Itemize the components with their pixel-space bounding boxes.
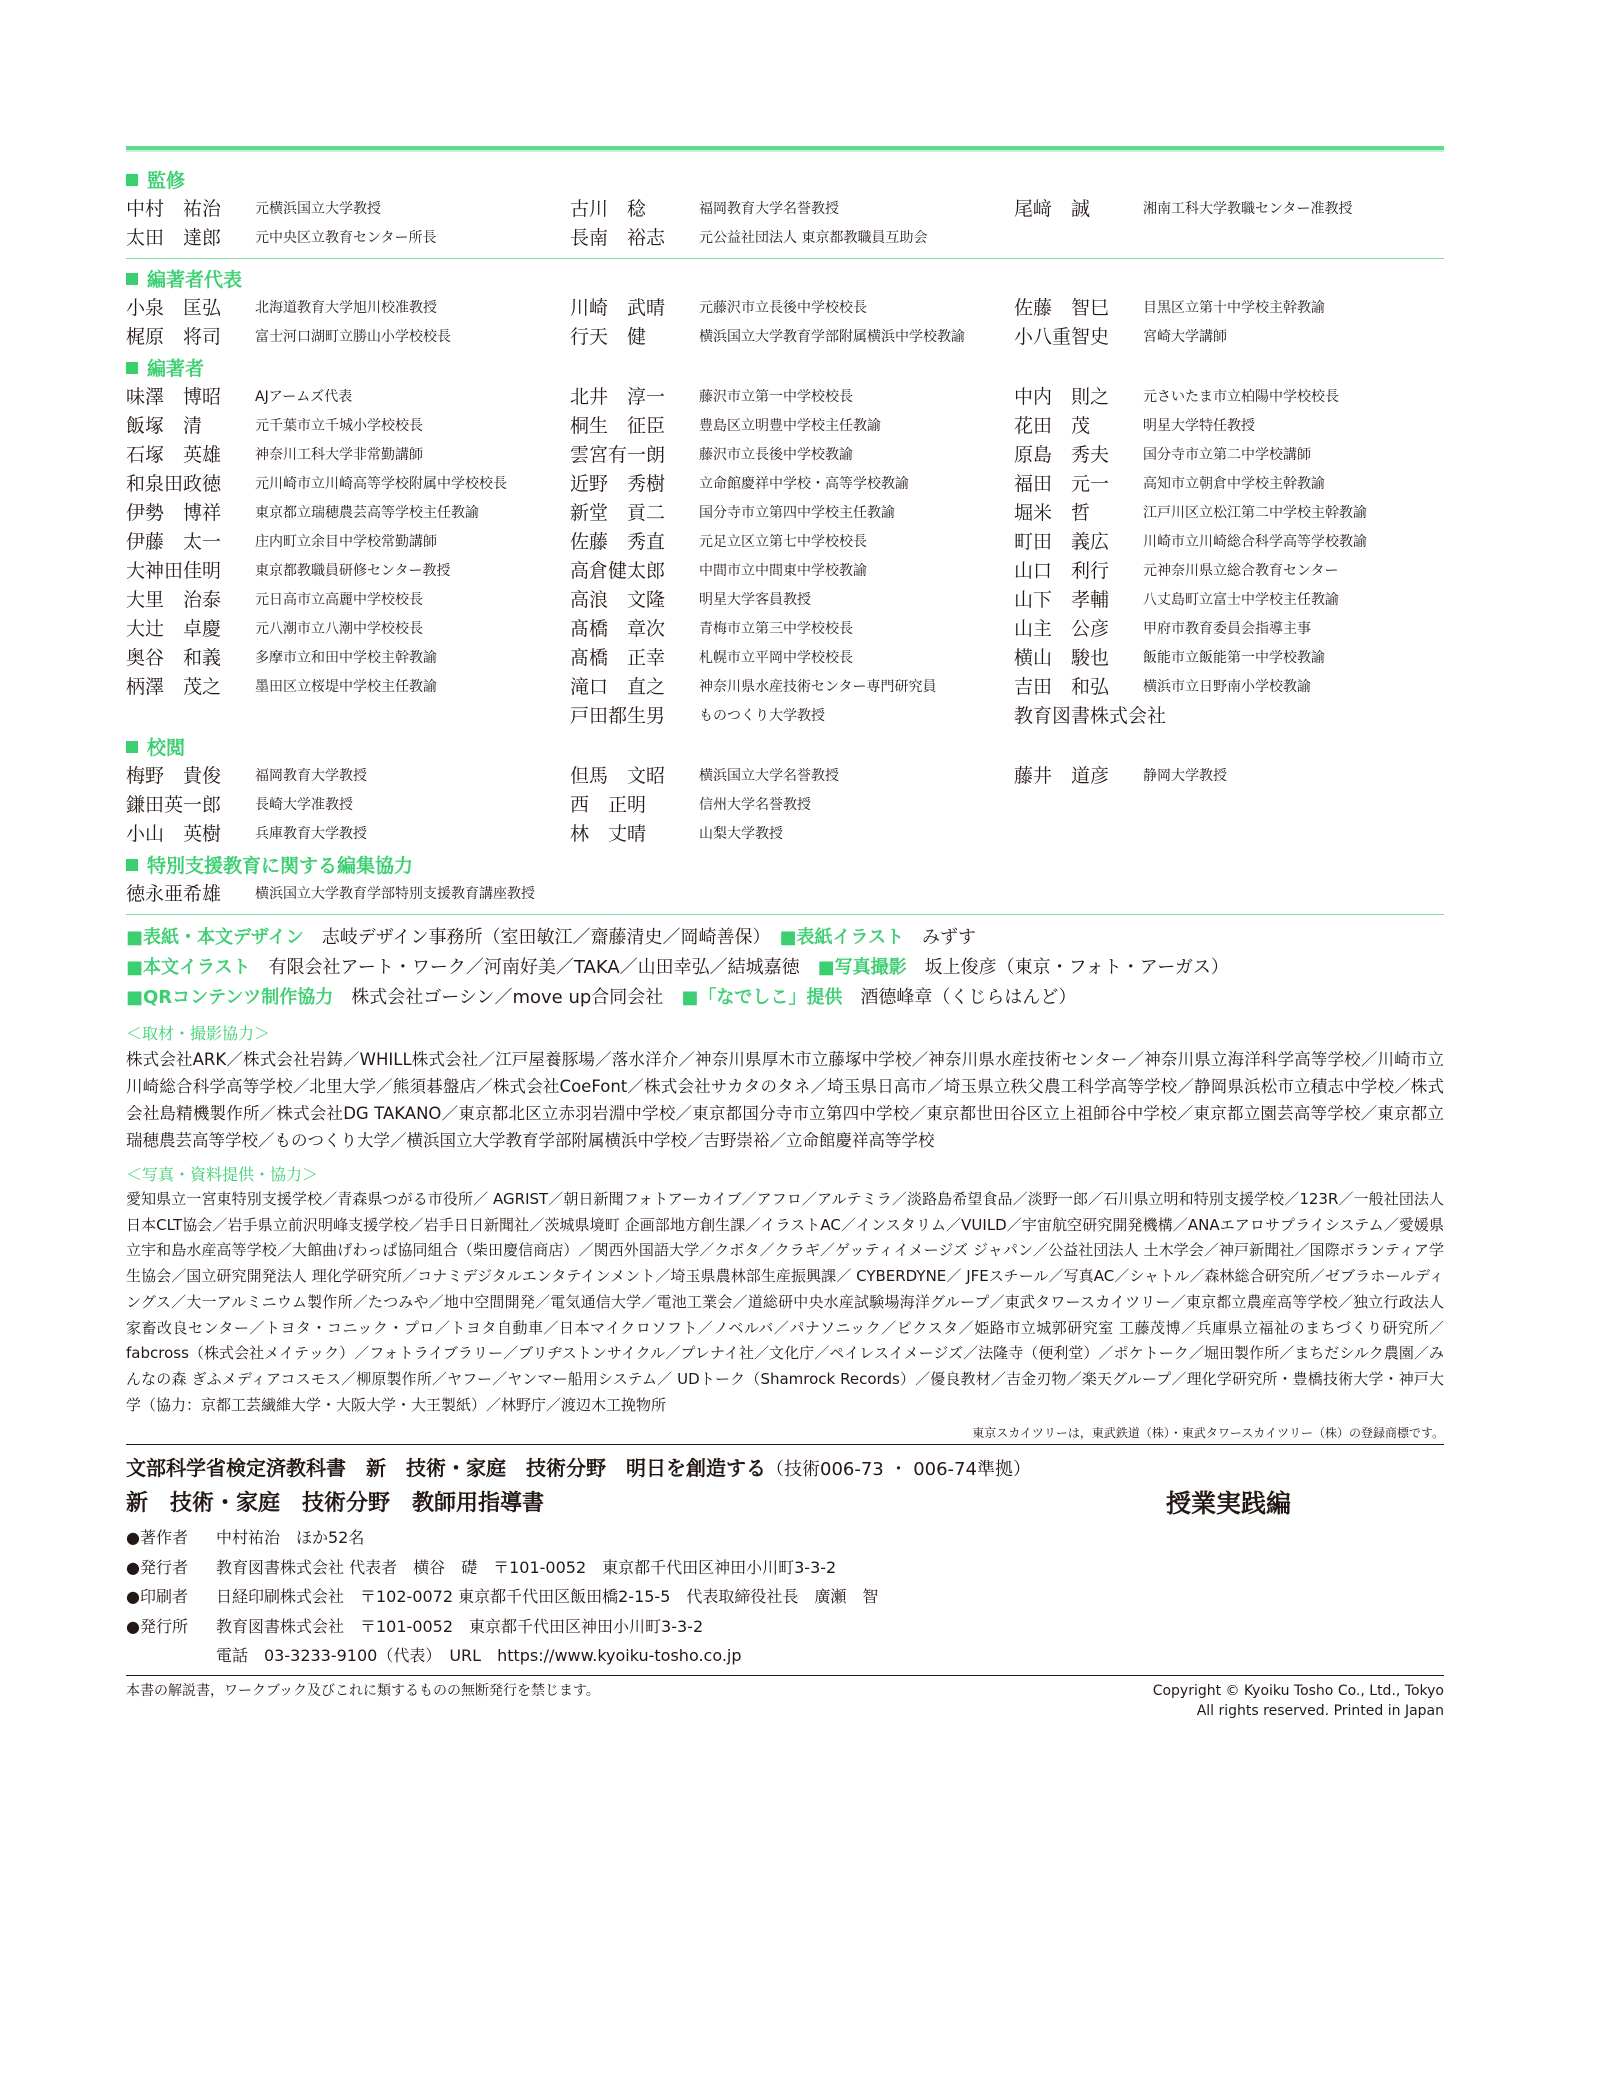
staff-affiliation: 豊島区立明豊中学校主任教諭 <box>699 418 881 434</box>
staff-affiliation: 立命館慶祥中学校・高等学校教諭 <box>699 476 909 492</box>
meta-value: 教育図書株式会社 〒101-0052 東京都千代田区神田小川町3-3-2 <box>216 1616 704 1636</box>
staff-name: 柄澤 茂之 <box>126 676 222 698</box>
staff-name: 古川 稔 <box>570 198 647 220</box>
staff-affiliation: 明星大学特任教授 <box>1143 418 1255 434</box>
copyright <box>1153 1681 1444 1721</box>
staff-affiliation: 福岡教育大学教授 <box>255 768 367 784</box>
staff-name: 高浪 文隆 <box>570 589 666 611</box>
credit-value: 酒德峰章（くじらはんど） <box>842 987 1077 1008</box>
staff-affiliation: 元横浜国立大学教授 <box>255 201 381 217</box>
staff-name: 佐藤 秀直 <box>570 531 666 553</box>
colophon-page <box>126 146 1444 1721</box>
staff-entry <box>1014 499 1458 528</box>
column <box>570 383 1014 731</box>
staff-sections <box>126 168 1444 909</box>
publication-meta <box>126 1523 1444 1671</box>
credit-label: ■QRコンテンツ制作協力 <box>126 987 334 1008</box>
top-green-rule <box>126 146 1444 152</box>
staff-affiliation: 福岡教育大学名誉教授 <box>699 201 839 217</box>
staff-entry <box>570 820 1014 849</box>
section-heading <box>126 735 1444 762</box>
staff-entry <box>126 673 570 702</box>
staff-name: 堀米 哲 <box>1014 502 1091 524</box>
guide-title-line <box>126 1487 1291 1521</box>
staff-name: 川崎 武晴 <box>570 297 666 319</box>
footer <box>126 1681 1444 1721</box>
meta-line <box>126 1582 1444 1612</box>
column <box>126 762 570 849</box>
divider <box>126 914 1444 915</box>
staff-affiliation: 横浜国立大学名誉教授 <box>699 768 839 784</box>
staff-entry <box>570 762 1014 791</box>
book-edition: （技術006-73 ・ 006-74準拠） <box>766 1459 1031 1481</box>
staff-affiliation: 八丈島町立富士中学校主任教諭 <box>1143 592 1339 608</box>
staff-entry <box>126 294 570 323</box>
section-title: 編著者 <box>147 358 205 380</box>
staff-name: 滝口 直之 <box>570 676 666 698</box>
staff-affiliation: 元川崎市立川崎高等学校附属中学校校長 <box>255 476 507 492</box>
staff-entry <box>570 615 1014 644</box>
staff-affiliation: 横浜市立日野南小学校教諭 <box>1143 679 1311 695</box>
staff-affiliation: 多摩市立和田中学校主幹教諭 <box>255 650 437 666</box>
staff-entry <box>1014 762 1458 791</box>
staff-name: 山主 公彦 <box>1014 618 1110 640</box>
staff-entry <box>570 323 1014 352</box>
staff-name: 西 正明 <box>570 794 647 816</box>
staff-affiliation: ものつくり大学教授 <box>699 708 825 724</box>
staff-name: 梶原 将司 <box>126 326 222 348</box>
credit-value: 株式会社ゴーシン／move up合同会社 <box>333 987 682 1008</box>
staff-entry <box>126 441 570 470</box>
rights-line: All rights reserved. Printed in Japan <box>1196 1702 1444 1719</box>
staff-entry <box>1014 383 1458 412</box>
meta-value: 電話 03-3233-9100（代表） URL https://www.kyoiku-tosho.co.jp <box>216 1646 742 1666</box>
staff-name: 大神田佳明 <box>126 560 222 582</box>
column <box>1014 195 1458 253</box>
staff-name: 高倉健太郎 <box>570 560 666 582</box>
staff-name: 小八重智史 <box>1014 326 1110 348</box>
staff-entry <box>126 586 570 615</box>
section-heading <box>126 267 1444 294</box>
column <box>126 195 570 253</box>
cooperation-list: 株式会社ARK／株式会社岩鋳／WHILL株式会社／江戸屋養豚場／落水洋介／神奈川県厚木市立藤塚中学校／神奈川県水産技術センター／神奈川県立海洋科学高等学校／川崎市立川崎総合科学高等学校／北里大学／熊須碁盤店／株式会社CoeFont／株式会社サカタのタネ／埼玉県日高市／埼玉県立秩父農工科学高等学校／静岡県浜松市立積志中学校／株式会社島精機製作所／株式会社DG TAKANO／東京都北区立赤羽岩淵中学校／東京都国分寺市立第四中学校／東京都世田谷区立上祖師谷中学校／東京都立園芸高等学校／東京都立瑞穂農芸高等学校／ものつくり大学／横浜国立大学教育学部附属横浜中学校／吉野崇裕／立命館慶祥高等学校 <box>126 1050 1444 1150</box>
meta-line <box>126 1641 1444 1671</box>
staff-name: 飯塚 清 <box>126 415 203 437</box>
column <box>1014 294 1458 352</box>
staff-name: 大里 治泰 <box>126 589 222 611</box>
staff-name: 髙橋 正幸 <box>570 647 666 669</box>
staff-name: 北井 淳一 <box>570 386 666 408</box>
staff-name: 町田 義広 <box>1014 531 1110 553</box>
staff-entry <box>1014 441 1458 470</box>
staff-entry <box>126 820 570 849</box>
staff-entry <box>126 383 570 412</box>
staff-entry <box>570 441 1014 470</box>
section-columns <box>126 195 1444 253</box>
staff-name: 桐生 征臣 <box>570 415 666 437</box>
section-columns <box>126 383 1444 731</box>
staff-entry <box>1014 557 1458 586</box>
staff-affiliation: 青梅市立第三中学校校長 <box>699 621 853 637</box>
staff-affiliation: 元中央区立教育センター所長 <box>255 230 437 246</box>
green-square-bullet <box>126 174 138 186</box>
staff-entry <box>570 294 1014 323</box>
staff-entry <box>570 224 1014 253</box>
meta-label: ●発行者 <box>126 1557 188 1577</box>
meta-line <box>126 1612 1444 1642</box>
staff-affiliation: 湘南工科大学教職センター准教授 <box>1143 201 1353 217</box>
credit-value: 志岐デザイン事務所（室田敏江／齋藤清史／岡崎善保） <box>303 927 780 948</box>
staff-name: 大辻 卓慶 <box>126 618 222 640</box>
staff-name: 但馬 文昭 <box>570 765 666 787</box>
staff-affiliation: 山梨大学教授 <box>699 826 783 842</box>
staff-entry <box>570 791 1014 820</box>
staff-affiliation: 藤沢市立第一中学校校長 <box>699 389 853 405</box>
staff-name: 戸田都生男 <box>570 705 666 727</box>
staff-entry <box>1014 412 1458 441</box>
staff-entry <box>1014 470 1458 499</box>
divider <box>126 258 1444 259</box>
staff-affiliation: 元千葉市立千城小学校校長 <box>255 418 423 434</box>
book-title-line <box>126 1451 1444 1487</box>
staff-entry <box>570 528 1014 557</box>
staff-name: 佐藤 智巳 <box>1014 297 1110 319</box>
staff-affiliation: 高知市立朝倉中学校主幹教諭 <box>1143 476 1325 492</box>
section-columns <box>126 880 1444 909</box>
guide-volume: 授業実践編 <box>1165 1489 1291 1519</box>
staff-name: 小山 英樹 <box>126 823 222 845</box>
staff-entry <box>570 412 1014 441</box>
credits-line-1 <box>126 923 1444 953</box>
credit-label: ■写真撮影 <box>817 957 907 978</box>
staff-name: 奥谷 和義 <box>126 647 222 669</box>
staff-affiliation: 横浜国立大学教育学部特別支援教育講座教授 <box>255 886 535 902</box>
photos-heading: ＜写真・資料提供・協力＞ <box>126 1165 319 1184</box>
staff-entry <box>570 195 1014 224</box>
column <box>126 880 578 909</box>
column <box>126 294 570 352</box>
staff-affiliation: 元八潮市立八潮中学校校長 <box>255 621 423 637</box>
staff-affiliation: 明星大学客員教授 <box>699 592 811 608</box>
credits-line-2 <box>126 953 1444 983</box>
staff-entry <box>126 791 570 820</box>
staff-name: 教育図書株式会社 <box>1014 705 1167 727</box>
staff-name: 山口 利行 <box>1014 560 1110 582</box>
meta-label: ●発行所 <box>126 1616 188 1636</box>
column <box>126 383 570 731</box>
staff-name: 吉田 和弘 <box>1014 676 1110 698</box>
staff-name: 長南 裕志 <box>570 227 666 249</box>
staff-affiliation: 甲府市教育委員会指導主事 <box>1143 621 1311 637</box>
staff-affiliation: 兵庫教育大学教授 <box>255 826 367 842</box>
staff-entry <box>126 762 570 791</box>
staff-affiliation: 東京都教職員研修センター教授 <box>255 563 451 579</box>
staff-entry <box>570 499 1014 528</box>
staff-entry <box>1014 586 1458 615</box>
column <box>1014 383 1458 731</box>
meta-label: ●印刷者 <box>126 1587 188 1607</box>
staff-name: 徳永亜希雄 <box>126 883 222 905</box>
column <box>570 762 1014 849</box>
staff-entry <box>126 528 570 557</box>
staff-entry <box>1014 294 1458 323</box>
staff-name: 新堂 貢二 <box>570 502 666 524</box>
meta-line <box>126 1553 1444 1583</box>
staff-entry <box>1014 195 1458 224</box>
copyright-line: Copyright © Kyoiku Tosho Co., Ltd., Tokyo <box>1152 1682 1444 1699</box>
staff-name: 近野 秀樹 <box>570 473 666 495</box>
section-columns <box>126 762 1444 849</box>
staff-entry <box>570 673 1014 702</box>
staff-affiliation: 神奈川工科大学非常勤講師 <box>255 447 423 463</box>
staff-entry <box>1014 615 1458 644</box>
credit-value: 坂上俊彦（東京・フォト・アーガス） <box>906 957 1229 978</box>
staff-entry <box>1014 702 1458 731</box>
staff-name: 原島 秀夫 <box>1014 444 1110 466</box>
staff-name: 伊勢 博祥 <box>126 502 222 524</box>
staff-affiliation: 元足立区立第七中学校校長 <box>699 534 867 550</box>
section-heading <box>126 356 1444 383</box>
meta-value: 日経印刷株式会社 〒102-0072 東京都千代田区飯田橋2-15-5 代表取締役社長 廣瀬 智 <box>216 1587 879 1607</box>
staff-name: 鎌田英一郎 <box>126 794 222 816</box>
staff-affiliation: 墨田区立桜堤中学校主任教諭 <box>255 679 437 695</box>
staff-name: 横山 駿也 <box>1014 647 1110 669</box>
staff-affiliation: 国分寺市立第四中学校主任教諭 <box>699 505 895 521</box>
staff-entry <box>570 644 1014 673</box>
staff-entry <box>1014 528 1458 557</box>
section-heading <box>126 853 1444 880</box>
staff-name: 梅野 貴俊 <box>126 765 222 787</box>
section-title: 監修 <box>147 170 186 192</box>
staff-affiliation: AJアームズ代表 <box>255 389 353 405</box>
staff-affiliation: 川崎市立川崎総合科学高等学校教諭 <box>1143 534 1367 550</box>
meta-value: 教育図書株式会社 代表者 横谷 礎 〒101-0052 東京都千代田区神田小川町3-3-2 <box>216 1557 837 1577</box>
section-columns <box>126 294 1444 352</box>
green-square-bullet <box>126 859 138 871</box>
staff-entry <box>126 499 570 528</box>
staff-affiliation: 藤沢市立長後中学校教諭 <box>699 447 853 463</box>
staff-entry <box>126 557 570 586</box>
staff-name: 和泉田政徳 <box>126 473 222 495</box>
staff-affiliation: 元神奈川県立総合教育センター <box>1143 563 1339 579</box>
staff-entry <box>126 615 570 644</box>
staff-entry <box>126 470 570 499</box>
staff-affiliation: 静岡大学教授 <box>1143 768 1227 784</box>
staff-affiliation: 横浜国立大学教育学部附属横浜中学校教諭 <box>699 329 965 345</box>
staff-name: 行天 健 <box>570 326 647 348</box>
section-title: 校閲 <box>147 737 186 759</box>
staff-affiliation: 元藤沢市立長後中学校校長 <box>699 300 867 316</box>
section-title: 編著者代表 <box>147 269 243 291</box>
column <box>1014 762 1458 849</box>
staff-name: 雲宮有一朗 <box>570 444 666 466</box>
column <box>570 195 1014 253</box>
staff-entry <box>126 644 570 673</box>
staff-affiliation: 中間市立中間東中学校教諭 <box>699 563 867 579</box>
green-square-bullet <box>126 273 138 285</box>
staff-entry <box>126 412 570 441</box>
staff-entry <box>1014 673 1458 702</box>
staff-affiliation: 元公益社団法人 東京都教職員互助会 <box>699 230 928 246</box>
staff-affiliation: 宮崎大学講師 <box>1143 329 1227 345</box>
staff-affiliation: 信州大学名誉教授 <box>699 797 811 813</box>
staff-name: 中内 則之 <box>1014 386 1110 408</box>
staff-affiliation: 江戸川区立松江第二中学校主幹教諭 <box>1143 505 1367 521</box>
book-info <box>126 1445 1444 1671</box>
staff-affiliation: 北海道教育大学旭川校准教授 <box>255 300 437 316</box>
staff-entry <box>126 880 578 909</box>
staff-name: 中村 祐治 <box>126 198 222 220</box>
staff-name: 伊藤 太一 <box>126 531 222 553</box>
staff-entry <box>570 557 1014 586</box>
staff-entry <box>570 586 1014 615</box>
credit-value: 有限会社アート・ワーク／河南好美／TAKA／山田幸弘／結城嘉徳 <box>250 957 818 978</box>
staff-name: 花田 茂 <box>1014 415 1091 437</box>
staff-affiliation: 神奈川県水産技術センター専門研究員 <box>699 679 937 695</box>
staff-affiliation: 東京都立瑞穂農芸高等学校主任教諭 <box>255 505 479 521</box>
staff-entry <box>570 470 1014 499</box>
section-heading <box>126 168 1444 195</box>
staff-name: 石塚 英雄 <box>126 444 222 466</box>
staff-affiliation: 札幌市立平岡中学校校長 <box>699 650 853 666</box>
staff-name: 山下 孝輔 <box>1014 589 1110 611</box>
staff-affiliation: 長崎大学准教授 <box>255 797 353 813</box>
staff-name: 藤井 道彦 <box>1014 765 1110 787</box>
staff-affiliation: 庄内町立余目中学校常勤講師 <box>255 534 437 550</box>
green-square-bullet <box>126 741 138 753</box>
guide-title: 新 技術・家庭 技術分野 教師用指導書 <box>126 1491 545 1517</box>
credit-value: みずす <box>903 927 976 948</box>
staff-name: 味澤 博昭 <box>126 386 222 408</box>
staff-name: 髙橋 章次 <box>570 618 666 640</box>
staff-entry <box>1014 323 1458 352</box>
meta-label: ●著作者 <box>126 1528 188 1548</box>
divider <box>126 1675 1444 1676</box>
staff-name: 尾﨑 誠 <box>1014 198 1091 220</box>
photos-list: 愛知県立一宮東特別支援学校／青森県つがる市役所／ AGRIST／朝日新聞フォトアーカイブ／アフロ／アルテミラ／淡路島希望食品／淡野一郎／石川県立明和特別支援学校／123R／一般社団法人 日本CLT協会／岩手県立前沢明峰支援学校／岩手日日新聞社／茨城県境町 企画部地方創生課／イラストAC／インスタリム／VUILD／宇宙航空研究開発機構／ANAエアロサプライシステム／愛媛県立宇和島水産高等学校／大館曲げわっぱ協同組合（柴田慶信商店）／関西外国語大学／クボタ／クラギ／ゲッティイメージズ ジャパン／公益社団法人 土木学会／神戸新聞社／国際ボランティア学生協会／国立研究開発法人 理化学研究所／コナミデジタルエンタテインメント／埼玉県農林部生産振興課／ CYBERDYNE／ JFEスチール／写真AC／シャトル／森林総合研究所／ゼブラホールディングス／大一アルミニウム製作所／たつみや／地中空間開発／電気通信大学／電池工業会／道総研中央水産試験場海洋グループ／東武タワースカイツリー／東京都立農産高等学校／独立行政法人 家畜改良センター／トヨタ・コニック・プロ／トヨタ自動車／日本マイクロソフト／ノベルバ／パナソニック／ピクスタ／姫路市立城郭研究室 工藤茂博／兵庫県立福祉のまちづくり研究所／ fabcross（株式会社メイテック）／フォトライブラリー／ブリヂストンサイクル／プレナイ社／文化庁／ペイレスイメージズ／法隆寺（便利堂）／ポケトーク／堀田製作所／まちだシルク農園／みんなの森 ぎふメディアコスモス／柳原製作所／ヤフー／ヤンマー船用システム／ UDトーク（Shamrock Records）／優良教材／吉金刃物／楽天グループ／理化学研究所・豊橋技術大学・神戸大学（協力：京都工芸繊維大学・大阪大学・大王製紙）／林野庁／渡辺木工挽物所 <box>126 1190 1444 1414</box>
footer-notice: 本書の解説書，ワークブック及びこれに類するものの無断発行を禁じます。 <box>126 1682 600 1699</box>
green-square-bullet <box>126 362 138 374</box>
meta-value: 中村祐治 ほか52名 <box>216 1528 365 1548</box>
column <box>570 294 1014 352</box>
staff-affiliation: 目黒区立第十中学校主幹教諭 <box>1143 300 1325 316</box>
staff-name: 林 丈晴 <box>570 823 647 845</box>
staff-affiliation: 元日高市立高麗中学校校長 <box>255 592 423 608</box>
section-title: 特別支援教育に関する編集協力 <box>147 855 414 877</box>
staff-entry <box>570 383 1014 412</box>
credit-label: ■表紙イラスト <box>779 927 904 948</box>
staff-entry <box>126 224 570 253</box>
staff-affiliation: 富士河口湖町立勝山小学校校長 <box>255 329 451 345</box>
staff-affiliation: 飯能市立飯能第一中学校教諭 <box>1143 650 1325 666</box>
staff-entry <box>126 195 570 224</box>
staff-name: 太田 達郎 <box>126 227 222 249</box>
cooperation-heading: ＜取材・撮影協力＞ <box>126 1024 271 1043</box>
meta-line <box>126 1523 1444 1553</box>
staff-name: 小泉 匡弘 <box>126 297 222 319</box>
credits-line-3 <box>126 983 1444 1013</box>
book-title: 文部科学省検定済教科書 新 技術・家庭 技術分野 明日を創造する <box>126 1456 766 1481</box>
staff-name: 福田 元一 <box>1014 473 1110 495</box>
credit-label: ■本文イラスト <box>126 957 251 978</box>
trademark-note: 東京スカイツリーは，東武鉄道（株）・東武タワースカイツリー（株）の登録商標です。 <box>972 1426 1444 1441</box>
credit-label: ■「なでしこ」提供 <box>681 987 843 1008</box>
staff-entry <box>1014 644 1458 673</box>
staff-affiliation: 国分寺市立第二中学校講師 <box>1143 447 1311 463</box>
staff-entry <box>126 323 570 352</box>
staff-entry <box>570 702 1014 731</box>
credit-label: ■表紙・本文デザイン <box>126 927 304 948</box>
staff-affiliation: 元さいたま市立柏陽中学校校長 <box>1143 389 1339 405</box>
